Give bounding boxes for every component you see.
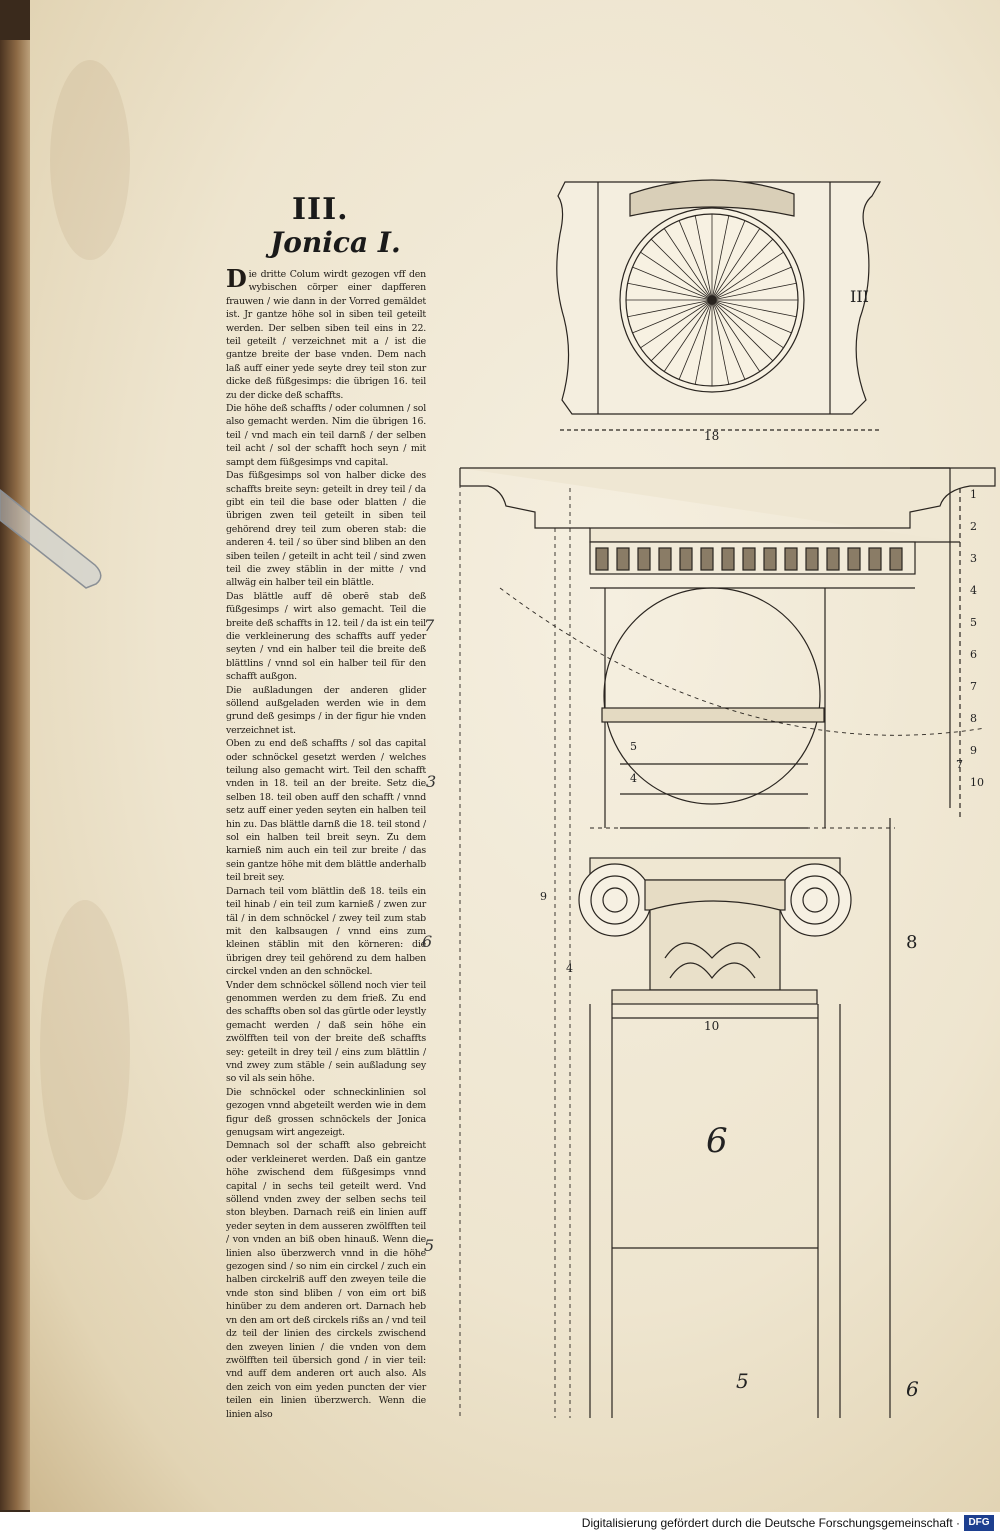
paragraph: Das füßgesimps sol von halber dicke des schaffts breite seyn: geteilt in drey teil / da gibt ein teil die base oder blatten / die übrigen zwen teil geteilt in siben teil gehörend drey teil zum oberen stab: die anderen 4. teil / so über sind bliben an den siben teilen / geteilt in acht teil / sind zwen teil die zwey stäblin in der mitte / vnd allwäg ein halber teil ein blättle. bbox=[226, 470, 426, 589]
small-mark: 4 bbox=[630, 772, 637, 785]
paragraph: Darnach teil vom blättlin deß 18. teils ein teil hinab / ein teil zum karnieß / zwen zur täl / in dem schnöckel / zwey teil zum stab mit den kalbsaugen / vnnd eins zum kleinen stäblin mit den körneren: die übrigen drey teil gehörend zu dem halben circkel vnden an den schnöckel. bbox=[226, 885, 426, 978]
small-mark: 5 bbox=[630, 740, 637, 753]
scale-label: 1 bbox=[970, 488, 977, 501]
side-scale-labels bbox=[970, 488, 984, 789]
cornice-profile bbox=[460, 468, 995, 588]
dentil bbox=[743, 548, 755, 570]
scale-label: 2 bbox=[970, 520, 977, 533]
right-measure: 8 bbox=[906, 932, 918, 953]
margin-mark: 7 bbox=[424, 616, 435, 635]
dentil bbox=[869, 548, 881, 570]
scale-label: 5 bbox=[970, 616, 977, 629]
paragraph: Vnder dem schnöckel söllend noch vier teil genommen werden zu dem frieß. Zu end des schaffts oben sol das gürtle oder leystly gemacht werden / daß sein höhe ein zwölfften teil von der breite deß schaffts sey: geteilt in drey teil / eins zum blättlin / vnd zwey zum stäble / sein außladung sey so vil als sein höhe. bbox=[226, 979, 426, 1085]
paragraph: Oben zu end deß schaffts / sol das capital oder schnöckel gesetzt werden / welches teilung also gemacht wirt. Teil den schafft vnden in 18. teil an der breite. Setz die selben 18. teil oben auff den schafft / vnnd setz auff einer yeden seyten ein halben teil hin zu. Das blättle darnß die 18. teil stond / sol ein halben teil breit seyn. Zu dem karnieß nim auch ein teil zur breite / das sein gantze höhe mit dem blättle anderhalb teil breit sey. bbox=[226, 738, 426, 884]
small-mark: 4 bbox=[566, 962, 573, 975]
dentil bbox=[659, 548, 671, 570]
scale-label: 4 bbox=[970, 584, 977, 597]
dentil bbox=[617, 548, 629, 570]
footer-credit: Digitalisierung gefördert durch die Deutsche Forschungsgemeinschaft · bbox=[581, 1516, 960, 1530]
dentil bbox=[848, 548, 860, 570]
body-text bbox=[226, 264, 426, 1420]
dfg-logo: DFG bbox=[964, 1515, 994, 1531]
bottom-right-measure: 6 bbox=[906, 1377, 919, 1401]
ionic-capital bbox=[579, 858, 851, 1004]
lower-shaft bbox=[590, 1004, 840, 1418]
paragraph: Die schnöckel oder schneckinlinien sol gezogen vnnd abgeteilt werden wie in dem figur deß grossen schnöckels der Jonica genugsam wirt angezeigt. bbox=[226, 1086, 426, 1138]
scale-label: 8 bbox=[970, 712, 977, 725]
paragraph: Die dritte Colum wirdt gezogen vff den wybischen cörper einer dapfferen frauwen / wie dann in der Vorred gemäldet ist. Jr gantze höhe sol in siben teil geteilt werden. Der selben siben teil eins in 22. teil geteilt / verzeichnet mit a / ist die gantze breite der base vnden. Dem nach laß auff einer yede seyte drey teil ston zur dicke deß füßgesimps: die übrigen 16. teil zu der dicke deß schaffts. bbox=[226, 264, 426, 401]
dentil bbox=[701, 548, 713, 570]
paragraph: Das blättle auff dē oberē stab deß füßgesimps / wirt also gemacht. Teil die breite deß schaffts in 12. teil / da ist ein teil die verkleinerung des schaffts auff yeder seyten / vnd ein halber teil die breite deß blättlins / vnnd sol ein halber teil für den schafft außgon. bbox=[226, 590, 426, 683]
dentil bbox=[764, 548, 776, 570]
top-measure: 18 bbox=[704, 429, 720, 443]
paragraph: Die außladungen der anderen glider söllend außgeladen werden wie in dem grund deß gesimps / in der figur hie vnden verzeichnet ist. bbox=[226, 684, 426, 736]
page-holder-clip bbox=[0, 480, 110, 590]
small-mark: 9 bbox=[540, 890, 547, 903]
bottom-left-measure: 5 bbox=[736, 1369, 749, 1393]
margin-mark: 3 bbox=[426, 772, 437, 791]
right-scale bbox=[890, 468, 960, 1418]
ionic-column-figure bbox=[440, 168, 995, 1418]
dentil bbox=[638, 548, 650, 570]
dentil bbox=[680, 548, 692, 570]
dentil bbox=[785, 548, 797, 570]
small-mark: 7 bbox=[956, 758, 963, 771]
roman-tag: III bbox=[850, 287, 869, 306]
chapter-number: III. bbox=[292, 192, 349, 227]
scale-label: 6 bbox=[970, 648, 977, 661]
paper-stain bbox=[40, 900, 130, 1200]
margin-mark: 5 bbox=[424, 1236, 435, 1255]
scale-label: 3 bbox=[970, 552, 977, 565]
dentil bbox=[806, 548, 818, 570]
capital-measure: 10 bbox=[704, 1019, 720, 1033]
shaft-measure: 6 bbox=[706, 1121, 728, 1161]
upper-shaft bbox=[602, 588, 825, 828]
scale-label: 7 bbox=[970, 680, 977, 693]
volute-block bbox=[557, 182, 880, 414]
chapter-title: Jonica I. bbox=[270, 226, 401, 259]
dentil-band bbox=[596, 548, 902, 570]
volute-spokes bbox=[626, 214, 798, 386]
paragraph: Demnach sol der schafft also gebreicht oder verkleineret werden. Daß ein gantze höhe zwischend dem füßgesimps vnnd capital / in sechs teil geteilt werd. Vnd söllend vnden zwey der selben sechs teil ston bleyben. Darnach reiß ein linien auff yeder seyten in dem ausseren zwölfften teil / von vnden an biß oben hinauß. Wenn die linien also überzwerch vnnd in die höhe gezogen sind / so nim ein circkel / zuch ein halben circkelriß auff den zweyen teile die vnde ston sind bliben / von eim ort biß hinüber zu dem anderen ort. Darnach heb vn den am ort deß circkels rißs an / vnd teil dz teil der linien des circkels zwischend den zweyen linien / die vnden von dem zwölfften teil übersich gond / in vier teil: vnd auff dem anderen ort auch also. Als den zeich von eim yeden puncten der vier teilen ein linien überzwerch. Wenn die linien also bbox=[226, 1140, 426, 1420]
margin-mark: 6 bbox=[422, 932, 433, 951]
dentil bbox=[722, 548, 734, 570]
paragraph: Die höhe deß schaffts / oder columnen / sol also gemacht werden. Nim die übrigen 16. teil / vnd mach ein teil darnß / der selben teil acht / sol der schafft hoch seyn / mit sampt dem füßgesimps vnd capital. bbox=[226, 403, 426, 468]
scale-label: 9 bbox=[970, 744, 977, 757]
dentil bbox=[890, 548, 902, 570]
dentil bbox=[596, 548, 608, 570]
dentil bbox=[827, 548, 839, 570]
scale-label: 10 bbox=[970, 776, 984, 789]
paper-stain bbox=[50, 60, 130, 260]
